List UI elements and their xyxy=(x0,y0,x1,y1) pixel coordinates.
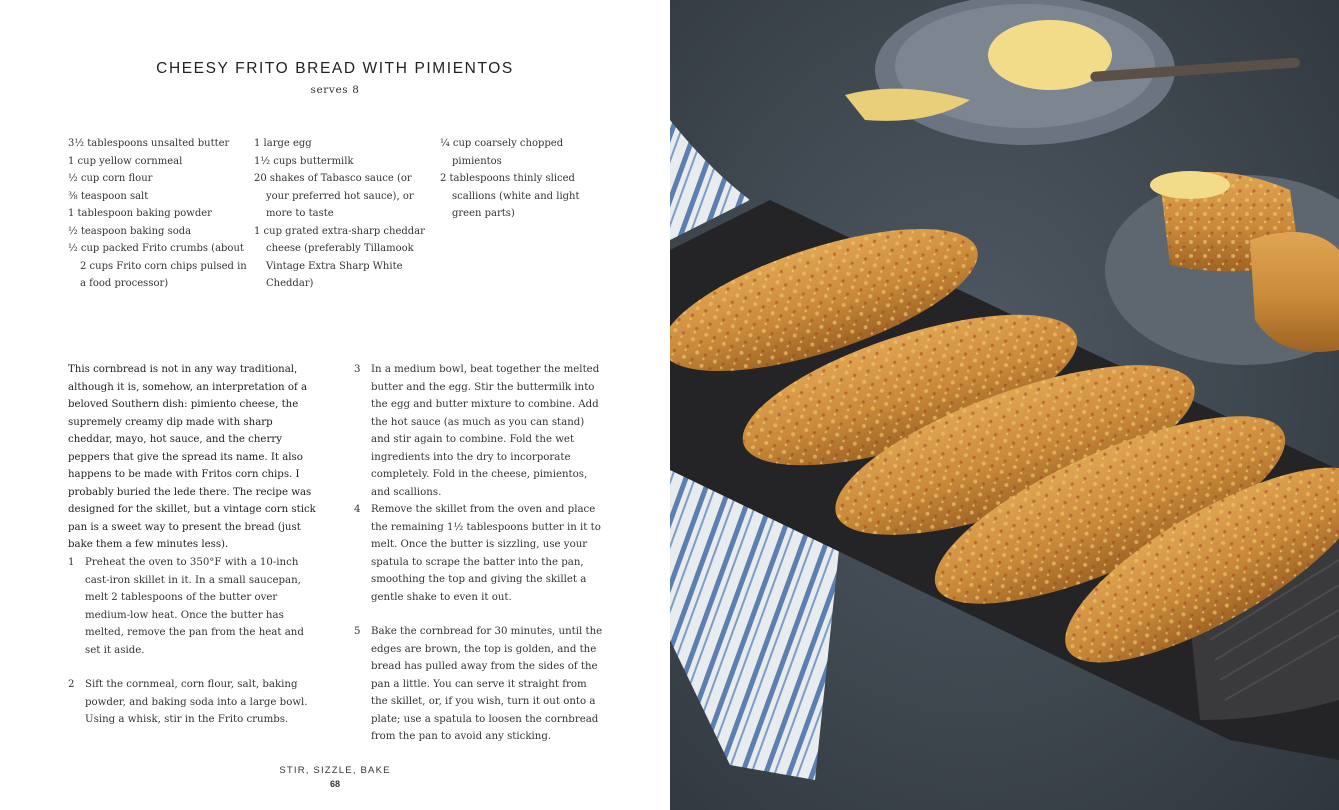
ingredient-item: ½ cup corn flour xyxy=(68,173,153,184)
ingredients-column-2 xyxy=(254,135,432,293)
ingredient-item: 1 large egg xyxy=(254,138,312,149)
recipe-intro: This cornbread is not in any way traditional, although it is, somehow, an interpretation of a beloved Southern dish: pimiento cheese, the supremely creamy dip made with sharp cheddar, mayo, hot sauce, and the cherry peppers that give the spread its name. It also happens to be made with Fritos corn chips. I probably buried the lede there. The recipe was designed for the skillet, but a vintage corn stick pan is a sweet way to present the bread (just bake them a few minutes less). xyxy=(68,364,316,550)
instruction-step xyxy=(354,361,606,501)
ingredients-column-1 xyxy=(68,135,248,293)
ingredient-item: 1 tablespoon baking powder xyxy=(68,208,212,219)
instruction-step xyxy=(68,554,306,659)
footer-section-name: STIR, SIZZLE, BAKE xyxy=(279,765,391,776)
ingredient-item: 20 shakes of Tabasco sauce (or your preferred hot sauce), or more to taste xyxy=(254,173,414,219)
ingredient-item: 2 tablespoons thinly sliced scallions (white and light green parts) xyxy=(440,173,580,219)
ingredients-column-3 xyxy=(440,135,610,223)
recipe-title: CHEESY FRITO BREAD WITH PIMIENTOS xyxy=(156,60,514,77)
step-number: 2 xyxy=(68,679,75,690)
step-text: In a medium bowl, beat together the melted butter and the egg. Stir the buttermilk into the egg and butter mixture to combine. Add the hot sauce (as much as you can stand) and stir again to combine. Fold the wet ingredients into the dry to incorporate completely. Fold in the cheese, pimientos, and scallions. xyxy=(371,364,600,498)
step-number: 3 xyxy=(354,364,361,375)
ingredient-item: 1 cup yellow cornmeal xyxy=(68,155,183,167)
step-text: Bake the cornbread for 30 minutes, until the edges are brown, the top is golden, and the bread has pulled away from the sides of the pan a little. You can serve it straight from the skillet, or, if you wish, turn it out onto a plate; use a spatula to loosen the cornbread from the pan to avoid any sticking. xyxy=(371,626,603,742)
ingredient-item: ½ cup packed Frito crumbs (about 2 cups Frito corn chips pulsed in a food processor) xyxy=(68,243,247,289)
ingredient-item: 3½ tablespoons unsalted butter xyxy=(68,138,230,149)
ingredient-item: ¼ cup coarsely chopped pimientos xyxy=(440,138,564,167)
step-text: Sift the cornmeal, corn flour, salt, baking powder, and baking soda into a large bowl. Using a whisk, stir in the Frito crumbs. xyxy=(85,679,308,725)
ingredient-item: 1 cup grated extra-sharp cheddar cheese (preferably Tillamook Vintage Extra Sharp White Cheddar) xyxy=(254,225,425,289)
instruction-step xyxy=(354,623,606,746)
page-number: 68 xyxy=(329,779,340,789)
step-number: 5 xyxy=(354,626,361,637)
recipe-serves: serves 8 xyxy=(310,84,360,96)
ingredient-item: ½ teaspoon baking soda xyxy=(68,225,192,237)
step-text: Preheat the oven to 350°F with a 10-inch cast-iron skillet in it. In a small saucepan, melt 2 tablespoons of the butter over medium-low heat. Once the butter has melted, remove the pan from the heat and set it aside. xyxy=(85,557,304,656)
step-number: 4 xyxy=(354,504,361,515)
instruction-step xyxy=(354,501,602,606)
step-text: Remove the skillet from the oven and place the remaining 1½ tablespoons butter in it to melt. Once the butter is sizzling, use your spatula to scrape the batter into the pan, smoothing the top and giving the skillet a gentle shake to even it out. xyxy=(371,504,601,603)
ingredient-item: 1½ cups buttermilk xyxy=(254,155,354,167)
instruction-step xyxy=(68,676,308,729)
ingredient-item: ⅜ teaspoon salt xyxy=(68,190,149,202)
food-photo xyxy=(670,0,1339,810)
step-number: 1 xyxy=(68,557,75,568)
